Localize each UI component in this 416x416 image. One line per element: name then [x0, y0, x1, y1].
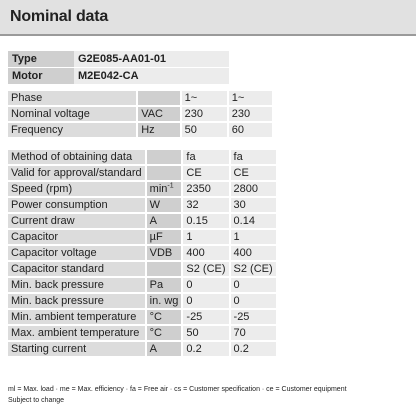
unit-cell: $\min^{-1}$ — [145, 182, 182, 196]
data-row — [8, 326, 276, 340]
value-50hz-cell: CE — [181, 166, 228, 180]
type-row — [8, 51, 229, 67]
type-value: G2E085-AA01-01 — [74, 51, 229, 67]
unit-cell: A — [145, 342, 182, 356]
data-row — [8, 107, 272, 121]
value-50hz-cell: 400 — [181, 246, 228, 260]
unit-cell: VAC — [136, 107, 179, 121]
data-row — [8, 294, 276, 308]
parameter-cell: Valid for approval/standard — [8, 166, 145, 180]
value-60hz-cell: S2 (CE) — [229, 262, 276, 276]
value-60hz-cell: 1 — [229, 230, 276, 244]
unit-cell — [136, 91, 179, 105]
parameter-cell: Min. ambient temperature — [8, 310, 145, 324]
type-label: Type — [8, 51, 74, 67]
parameter-cell: Capacitor voltage — [8, 246, 145, 260]
parameter-cell: Nominal voltage — [8, 107, 136, 121]
parameter-cell: Speed (rpm) — [8, 182, 145, 196]
parameter-cell: Starting current — [8, 342, 145, 356]
unit-cell: µF — [145, 230, 182, 244]
unit-cell — [145, 262, 182, 276]
parameter-cell: Capacitor — [8, 230, 145, 244]
data-row — [8, 278, 276, 292]
value-60hz-cell: -25 — [229, 310, 276, 324]
parameter-cell: Method of obtaining data — [8, 150, 145, 164]
value-50hz-cell: fa — [181, 150, 228, 164]
identification-table — [8, 50, 229, 85]
footnote — [8, 384, 412, 406]
unit-cell: Hz — [136, 123, 179, 137]
value-60hz-cell: 0 — [229, 294, 276, 308]
value-60hz-cell: 230 — [227, 107, 272, 121]
value-60hz-cell: CE — [229, 166, 276, 180]
value-60hz-cell: 400 — [229, 246, 276, 260]
value-50hz-cell: 1~ — [180, 91, 227, 105]
data-row — [8, 310, 276, 324]
value-50hz-cell: 32 — [181, 198, 228, 212]
electrical-data-table — [8, 89, 272, 139]
unit-cell: °C — [145, 310, 182, 324]
value-50hz-cell: 50 — [180, 123, 227, 137]
value-50hz-cell: 50 — [181, 326, 228, 340]
parameter-cell: Capacitor standard — [8, 262, 145, 276]
footnote-subject-to-change: Subject to change — [8, 397, 65, 404]
data-row — [8, 246, 276, 260]
data-row — [8, 262, 276, 276]
value-50hz-cell: 0 — [181, 294, 228, 308]
value-60hz-cell: 70 — [229, 326, 276, 340]
value-60hz-cell: 1~ — [227, 91, 272, 105]
value-60hz-cell: 60 — [227, 123, 272, 137]
value-50hz-cell: 0 — [181, 278, 228, 292]
value-50hz-cell: -25 — [181, 310, 228, 324]
performance-data-table — [8, 148, 276, 358]
parameter-cell: Min. back pressure — [8, 278, 145, 292]
parameter-cell: Phase — [8, 91, 136, 105]
data-row — [8, 166, 276, 180]
parameter-cell: Frequency — [8, 123, 136, 137]
value-60hz-cell: 30 — [229, 198, 276, 212]
section-header — [0, 0, 416, 36]
value-50hz-cell: 230 — [180, 107, 227, 121]
unit-cell: in. wg — [145, 294, 182, 308]
unit-superscript: -1 — [167, 182, 174, 190]
parameter-cell: Max. ambient temperature — [8, 326, 145, 340]
unit-cell — [145, 166, 182, 180]
value-50hz-cell: 2350 — [181, 182, 228, 196]
value-60hz-cell: 0 — [229, 278, 276, 292]
data-row — [8, 91, 272, 105]
data-row — [8, 214, 276, 228]
unit-cell: W — [145, 198, 182, 212]
value-50hz-cell: 1 — [181, 230, 228, 244]
unit-cell: VDB — [145, 246, 182, 260]
data-row — [8, 230, 276, 244]
motor-value: M2E042-CA — [74, 68, 229, 84]
value-60hz-cell: 2800 — [229, 182, 276, 196]
parameter-cell: Current draw — [8, 214, 145, 228]
data-row — [8, 342, 276, 356]
value-60hz-cell: 0.14 — [229, 214, 276, 228]
data-row — [8, 123, 272, 137]
motor-label: Motor — [8, 68, 74, 84]
section-title: Nominal data — [10, 8, 109, 25]
value-50hz-cell: 0.15 — [181, 214, 228, 228]
parameter-cell: Power consumption — [8, 198, 145, 212]
parameter-cell: Min. back pressure — [8, 294, 145, 308]
unit-cell — [145, 150, 182, 164]
unit-cell: A — [145, 214, 182, 228]
value-60hz-cell: 0.2 — [229, 342, 276, 356]
unit-cell: Pa — [145, 278, 182, 292]
value-50hz-cell: 0.2 — [181, 342, 228, 356]
footnote-abbreviations: ml = Max. load · me = Max. efficiency · fa = Free air · cs = Customer specification · ce = Customer equipment — [8, 386, 347, 393]
unit-cell: °C — [145, 326, 182, 340]
motor-row — [8, 68, 229, 84]
value-50hz-cell: S2 (CE) — [181, 262, 228, 276]
value-60hz-cell: fa — [229, 150, 276, 164]
data-row — [8, 150, 276, 164]
data-row — [8, 198, 276, 212]
data-row — [8, 182, 276, 196]
